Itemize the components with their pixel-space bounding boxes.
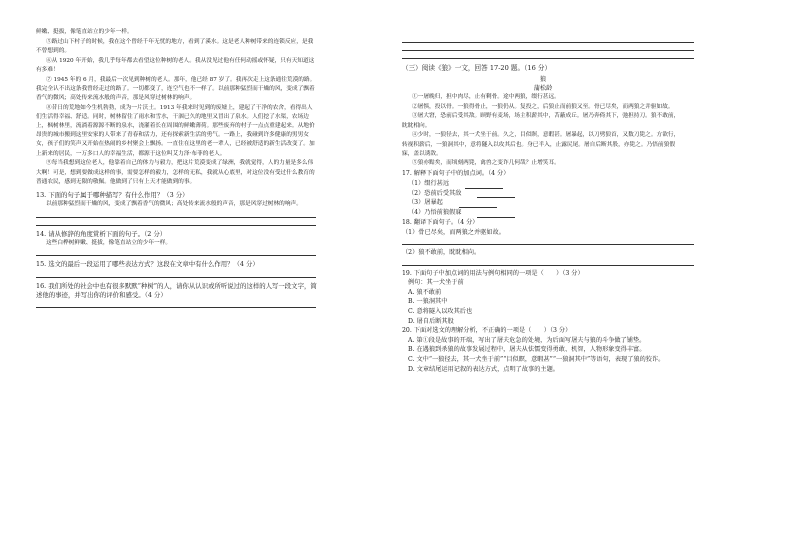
question-18-part-1: （1）骨已尽矣，而两狼之并驱如故。 [402,228,505,236]
answer-line[interactable] [402,42,694,43]
option-d[interactable]: D. 屠自后断其股 [408,317,454,325]
answer-line[interactable] [402,265,694,266]
section-title: （三）阅读《狼》一文，回答 17-20 题。（16 分） [402,64,552,72]
blank-field[interactable] [477,190,515,198]
question-15: 15. 选文的最后一段运用了哪些表达方式？这段在文章中有什么作用？（4 分） [36,260,259,269]
answer-line[interactable] [402,244,694,245]
blank-field[interactable] [465,181,503,189]
question-17: 17. 解释下面句子中的加点词。（4 分） [402,170,510,178]
answer-line[interactable] [36,225,316,226]
blank-field[interactable] [477,210,515,218]
paragraph-6: ⑥从 1920 年开始，我几乎每年都去看望这位种树的老人。我从没见过他有任何动摇或怀疑，只有天知道这有多难！ [36,57,315,73]
answer-line[interactable] [402,58,694,59]
paragraph-intro: 鲜嫩、挺拔，像笔直站立的少年一样。 [36,29,133,35]
blank-field[interactable] [459,200,497,208]
question-14: 14. 请从修辞的角度赏析下面的句子。（2 分） [36,229,167,238]
passage-title: 狼 [539,76,547,83]
passage-paragraph-2: ②屠惧，投以骨。一狼得骨止，一狼仍从。复投之，后狼止而前狼又至。骨已尽矣，而两狼之并驱如故。 [412,103,674,110]
paragraph-9: ⑨每当我想到这位老人，他靠着自己的体力与毅力，把这片荒漠变成了绿洲，我就觉得，人的力量是多么伟大啊！可是，想到要做成这样的事，需要怎样的毅力，怎样的无私，我就从心底里，对这位没有受过什么教育的普通农民，感到无限的敬佩。他做到了只有上天才能做到的事。 [36,160,315,185]
passage-paragraph-1: ①一屠晚归，担中肉尽，止有剩骨。途中两狼，缀行甚远。 [412,94,560,100]
left-column [36,28,318,308]
question-20: 20. 下面对选文的理解分析，不正确的一项是（ ）（3 分） [402,327,572,335]
answer-line[interactable] [402,50,694,51]
paragraph-7: ⑦ 1945 年的 6 月，我最后一次见到种树的老人。那年，他已经 87 岁了。我再次走上这条通往荒漠的路。我完全认不出这条我曾经走过的路了。一切都变了，连空气也不一样了。以前那种猛烈而干燥的风，变成了飘着香气的微风；高处传来流水般的声音，那是风穿过树林的响声。 [36,76,316,101]
question-13-quote: 以前那种猛烈而干燥的风，变成了飘着香气的微风；高处传来流水般的声音，那是风穿过树林的响声。 [46,201,302,208]
q17-item: （3）屠暴起 [408,198,684,208]
q17-item: （2）恐前后受其敌 [408,189,684,199]
option-a[interactable]: A. 第①段是故事的开端，写出了屠夫危急的处境，为后面写屠夫与狼的斗争做了铺垫。 [408,336,646,344]
question-19: 19. 下面句子中加点词的用法与例句相同的一项是（ ）（3 分） [402,269,584,277]
question-14-quote: 这些白桦树鲜嫩、挺拔，像笔直站立的少年一样。 [46,239,172,246]
right-column [402,28,684,374]
question-16: 16. 我们所处的社会中也有很多默默“种树”的人，请你从认识或所听说过的这样的人写一段文字，简述他的事迹，并写出你的评价和感受。（4 分） [36,281,317,299]
question-13: 13. 下面的句子属于哪种描写？有什么作用？（3 分） [36,190,189,199]
passage-paragraph-5: ⑤狼亦黠矣，而顷刻两毙，禽兽之变诈几何哉？止增笑耳。 [412,160,560,167]
option-d[interactable]: D. 文章结尾运用记叙的表达方式，点明了故事的主题。 [408,365,559,373]
passage-author: 蒲松龄 [533,85,553,92]
passage-paragraph-4: ④少时，一狼径去，其一犬坐于前。久之，目似瞑，意暇甚。屠暴起，以刀劈狼首，又数刀毙之。方欲行，转视积薪后，一狼洞其中，意将隧入以攻其后也。身已半入，止露尻尾。屠自后断其股，亦毙之。乃悟前狼假寐，盖以诱敌。 [402,132,680,157]
passage-paragraph-3: ③屠大窘，恐前后受其敌。顾野有麦场，场主积薪其中，苫蔽成丘。屠乃奔倚其下，弛担持刀。狼不敢前，眈眈相向。 [402,113,680,129]
q17-item: （1）缀行甚远 [408,179,684,189]
question-18-part-2: （2）狼不敢前，眈眈相向。 [402,249,481,257]
answer-line[interactable] [36,217,316,218]
option-c[interactable]: C. 意将隧入以攻其后也 [408,308,473,316]
option-b[interactable]: B. 一狼洞其中 [408,298,448,306]
q17-item: （4）乃悟前狼假寐 [408,208,684,218]
option-c[interactable]: C. 文中“一狼径去，其一犬坐于前”“目似瞑，意暇甚”“一狼洞其中”等语句，表现了狼的狡诈。 [408,356,665,364]
paragraph-5: ⑤路过山下村子的时候，我在这个曾经千年无忧的地方，看到了溪水。这是老人种树带来的连锁反应，是我不曾想到的。 [36,38,314,54]
question-18: 18. 翻译下面句子。（4 分） [402,218,479,226]
paragraph-8: ⑧昔日的荒地如今生机勃勃，成为一片沃土。1913 年我来时见到的废墟上，建起了干净的农舍，看得出人们生活得幸福、舒适。同时，树林留住了雨水和雪水，干涸已久的地里又冒出了泉水。人们挖了水渠，农场边上，枫树林里，流淌着源源不断的泉水，浇灌着长在周围的鲜嫩薄荷。那些废弃的村子一点点重建起来。从地价昂贵的城市搬到这里安家的人带来了青春和活力，还有探索新生活的勇气。一路上，我碰到许多健康的男男女女，孩子们的笑声又开始在热闹的乡村聚会上飘扬。一直住在这里的老一辈人，已经被舒适的新生活改变了。加上新来的居民，一万多口人的幸福生活，都源于这位叫艾力泽·布菲的老人。 [36,104,315,157]
answer-line[interactable] [36,277,316,278]
option-a[interactable]: A. 狼不敢前 [408,288,442,296]
answer-line[interactable] [36,255,316,256]
question-19-example: 例句：其一犬坐于前 [408,279,464,287]
answer-line[interactable] [36,307,316,308]
option-b[interactable]: B. 在遇狼到杀狼的故事发展过程中，屠夫从怯懦变得勇敢、机智，人物形象变得丰富。 [408,346,646,354]
